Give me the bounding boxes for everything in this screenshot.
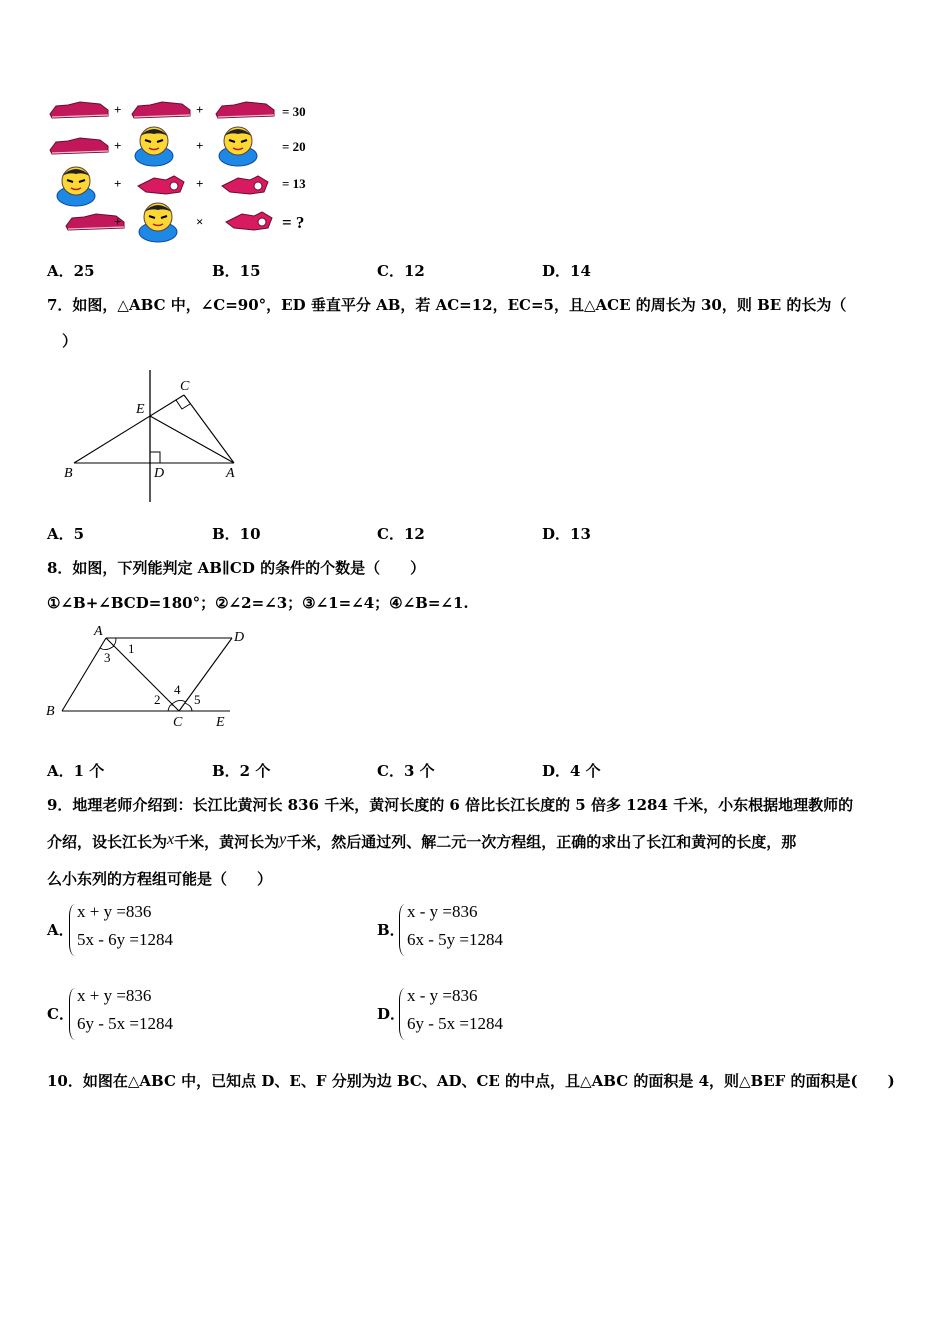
- label-c: C: [180, 379, 190, 394]
- q10-stem: 10．如图在△ABC 中，已知点 D、E、F 分别为边 BC、AD、CE 的中点，且△ABC 的面积是 4，则△BEF 的面积是( ): [47, 1072, 895, 1090]
- label-b: B: [64, 466, 73, 481]
- q8-parallelogram-diagram: [40, 622, 260, 734]
- kid-icon: [139, 203, 177, 242]
- q8-stem: 8．如图，下列能判定 AB∥CD 的条件的个数是（ ）: [47, 559, 426, 577]
- q9-option-d-eq2: 6y - 5x =1284: [407, 1014, 503, 1033]
- shoe-icon: [216, 102, 274, 118]
- q8-option-c[interactable]: C．3 个: [377, 762, 435, 780]
- q7-stem-line2: ）: [62, 332, 78, 350]
- q9-line2-part2: 千米，黄河长为: [174, 833, 280, 851]
- q9-option-a-label: A．: [47, 921, 74, 939]
- whistle-icon: [138, 176, 184, 194]
- q9-option-a[interactable]: [47, 904, 267, 958]
- row4-result: = ?: [282, 213, 305, 232]
- q7-triangle-diagram: [56, 364, 256, 504]
- angle-4: 4: [174, 682, 181, 697]
- row3-op1: +: [114, 176, 122, 191]
- segment-ea: [150, 416, 234, 463]
- q7-option-d[interactable]: D．13: [542, 525, 591, 543]
- q9-line2-part3: 千米，然后通过列、解二元一次方程组，正确的求出了长江和黄河的长度，那: [286, 833, 797, 851]
- segment-ac: [106, 638, 179, 711]
- shoe-icon: [50, 102, 108, 118]
- q9-option-b-label: B．: [377, 921, 405, 939]
- brace-icon: [399, 988, 406, 1040]
- q9-line1: 9．地理老师介绍到：长江比黄河长 836 千米，黄河长度的 6 倍比长江长度的 5 倍多 1284 千米，小东根据地理教师的: [47, 796, 854, 814]
- q9-option-c[interactable]: [47, 988, 267, 1042]
- q8-option-b[interactable]: B．2 个: [212, 762, 271, 780]
- angle-1: 1: [128, 641, 135, 656]
- label-e: E: [216, 715, 225, 730]
- q9-option-b-eq1: x - y =836: [407, 902, 478, 921]
- segment-ca: [184, 395, 234, 463]
- angle-3: 3: [104, 650, 111, 665]
- label-d: D: [154, 466, 165, 481]
- kid-icon: [219, 127, 257, 166]
- q7-stem-line1: 7．如图，△ABC 中，∠C=90°，ED 垂直平分 AB，若 AC=12，EC=5，且△ACE 的周长为 30，则 BE 的长为（: [47, 296, 847, 314]
- angle-arc-5: [185, 703, 192, 711]
- kid-icon: [135, 127, 173, 166]
- q7-option-c[interactable]: C．12: [377, 525, 425, 543]
- segment-bc: [74, 395, 184, 463]
- row2-op2: +: [196, 138, 204, 153]
- brace-icon: [69, 904, 76, 956]
- label-a: A: [226, 466, 235, 481]
- q9-option-d[interactable]: [377, 988, 597, 1042]
- kid-icon: [57, 167, 95, 206]
- brace-icon: [399, 904, 406, 956]
- q9-option-d-label: D．: [377, 1005, 406, 1023]
- shoe-icon: [50, 138, 108, 154]
- label-e: E: [136, 402, 145, 417]
- segment-ab: [62, 638, 106, 711]
- q9-option-a-eq2: 5x - 6y =1284: [77, 930, 173, 949]
- q9-option-c-eq1: x + y =836: [77, 986, 152, 1005]
- label-d: D: [234, 630, 245, 645]
- q9-option-a-eq1: x + y =836: [77, 902, 152, 921]
- row3-result: = 13: [282, 176, 306, 191]
- row1-op1: +: [114, 102, 122, 117]
- angle-arc-2: [168, 705, 174, 711]
- q9-line2-part1: 介绍，设长江长为: [47, 833, 168, 851]
- whistle-icon: [226, 212, 272, 230]
- row1-result: = 30: [282, 104, 306, 119]
- whistle-icon: [222, 176, 268, 194]
- puzzle-svg: [44, 94, 344, 244]
- angle-5: 5: [194, 692, 201, 707]
- q9-option-c-label: C．: [47, 1005, 74, 1023]
- puzzle-figure: [44, 94, 344, 244]
- q6-option-a[interactable]: A．25: [47, 262, 95, 280]
- variable-x: x: [167, 831, 175, 848]
- right-angle-d: [150, 452, 160, 463]
- q8-figure: [40, 622, 260, 734]
- q7-option-b[interactable]: B．10: [212, 525, 261, 543]
- label-c: C: [173, 715, 183, 730]
- label-a: A: [94, 624, 103, 639]
- q9-option-c-eq2: 6y - 5x =1284: [77, 1014, 173, 1033]
- q6-option-c[interactable]: C．12: [377, 262, 425, 280]
- right-angle-c: [176, 400, 190, 409]
- row3-op2: +: [196, 176, 204, 191]
- label-b: B: [46, 704, 55, 719]
- row2-result: = 20: [282, 139, 306, 154]
- q8-conditions: ①∠B+∠BCD=180°；②∠2=∠3；③∠1=∠4；④∠B=∠1.: [47, 594, 469, 612]
- q9-option-d-eq1: x - y =836: [407, 986, 478, 1005]
- q9-line2: [47, 832, 796, 853]
- q9-line3: 么小东列的方程组可能是（ ）: [47, 870, 273, 888]
- q7-figure: [56, 364, 256, 504]
- q7-option-a[interactable]: A．5: [47, 525, 85, 543]
- q8-option-a[interactable]: A．1 个: [47, 762, 105, 780]
- variable-y: y: [279, 831, 287, 848]
- q9-option-b[interactable]: [377, 904, 597, 958]
- row2-op1: +: [114, 138, 122, 153]
- q9-option-b-eq2: 6x - 5y =1284: [407, 930, 503, 949]
- segment-cd: [179, 638, 232, 711]
- q6-option-d[interactable]: D．14: [542, 262, 591, 280]
- row1-op2: +: [196, 102, 204, 117]
- row4-op2: ×: [196, 214, 204, 229]
- row4-op1: +: [114, 214, 122, 229]
- q6-option-b[interactable]: B．15: [212, 262, 261, 280]
- shoe-icon: [132, 102, 190, 118]
- brace-icon: [69, 988, 76, 1040]
- angle-2: 2: [154, 692, 161, 707]
- q8-option-d[interactable]: D．4 个: [542, 762, 601, 780]
